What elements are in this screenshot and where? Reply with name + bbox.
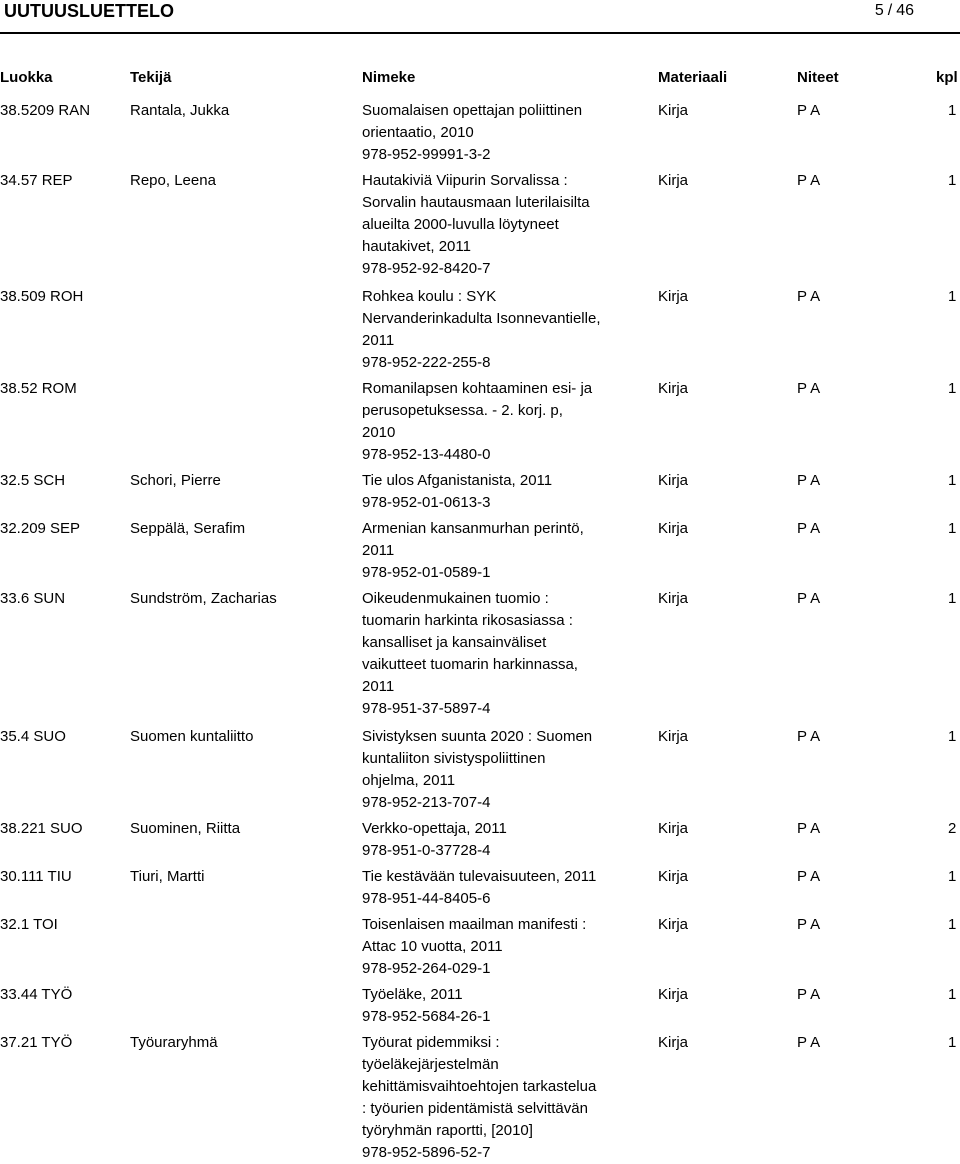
item-material: Kirja	[658, 102, 689, 119]
item-title-line: Hautakiviä Viipurin Sorvalissa :	[362, 172, 568, 189]
column-header-notes: Niteet	[797, 69, 839, 86]
item-notes: P A	[797, 916, 821, 933]
item-copies: 1	[948, 172, 957, 189]
item-title-line: kehittämisvaihtoehtojen tarkastelua	[362, 1078, 597, 1095]
item-material: Kirja	[658, 916, 689, 933]
page-separator: /	[887, 2, 893, 19]
item-copies: 1	[948, 380, 957, 397]
item-copies: 1	[948, 728, 957, 745]
item-notes: P A	[797, 102, 821, 119]
item-title-line: 2011	[362, 332, 395, 349]
item-title-line: Suomalaisen opettajan poliittinen	[362, 102, 583, 119]
column-header-copies: kpl	[936, 69, 958, 86]
item-copies: 1	[948, 472, 957, 489]
item-title	[362, 588, 637, 720]
item-author: Sundström, Zacharias	[130, 590, 277, 607]
item-title-line: 978-952-99991-3-2	[362, 146, 491, 163]
item-class: 32.5 SCH	[0, 472, 66, 489]
item-title	[362, 286, 637, 374]
item-title	[362, 726, 637, 814]
item-copies: 1	[948, 102, 957, 119]
item-notes: P A	[797, 472, 821, 489]
item-title-line: 978-952-213-707-4	[362, 794, 491, 811]
item-notes: P A	[797, 380, 821, 397]
item-author: Tiuri, Martti	[130, 868, 205, 885]
item-title-line: 978-951-37-5897-4	[362, 700, 491, 717]
item-copies: 1	[948, 868, 957, 885]
item-title-line: kuntaliiton sivistyspoliittinen	[362, 750, 546, 767]
item-title-line: orientaatio, 2010	[362, 124, 474, 141]
item-title-line: työeläkejärjestelmän	[362, 1056, 499, 1073]
item-copies: 1	[948, 520, 957, 537]
item-title	[362, 470, 637, 514]
item-title-line: Tie ulos Afganistanista, 2011	[362, 472, 553, 489]
page-current: 5	[874, 2, 884, 19]
item-material: Kirja	[658, 472, 689, 489]
item-title-line: Rohkea koulu : SYK	[362, 288, 497, 305]
item-title-line: 978-952-5684-26-1	[362, 1008, 491, 1025]
item-class: 35.4 SUO	[0, 728, 66, 745]
item-title-line: 978-951-0-37728-4	[362, 842, 491, 859]
item-notes: P A	[797, 172, 821, 189]
item-copies: 1	[948, 1034, 957, 1051]
item-title	[362, 1032, 637, 1164]
item-title-line: 978-952-13-4480-0	[362, 446, 491, 463]
item-title-line: 2011	[362, 678, 395, 695]
item-title-line: Työeläke, 2011	[362, 986, 463, 1003]
page-number	[875, 0, 914, 22]
item-class: 32.1 TOI	[0, 916, 58, 933]
item-title-line: 2011	[362, 542, 395, 559]
item-author: Seppälä, Serafim	[130, 520, 246, 537]
item-class: 37.21 TYÖ	[0, 1034, 73, 1051]
item-title-line: : työurien pidentämistä selvittävän	[362, 1100, 588, 1117]
column-header-author: Tekijä	[130, 69, 172, 86]
item-notes: P A	[797, 1034, 821, 1051]
item-notes: P A	[797, 590, 821, 607]
item-author: Suomen kuntaliitto	[130, 728, 254, 745]
item-material: Kirja	[658, 590, 689, 607]
item-title-line: Sivistyksen suunta 2020 : Suomen	[362, 728, 593, 745]
item-title-line: perusopetuksessa. - 2. korj. p,	[362, 402, 563, 419]
item-class: 34.57 REP	[0, 172, 73, 189]
item-title-line: 978-952-01-0613-3	[362, 494, 491, 511]
item-title-line: hautakivet, 2011	[362, 238, 471, 255]
column-header-material: Materiaali	[658, 69, 728, 86]
item-material: Kirja	[658, 868, 689, 885]
item-author: Schori, Pierre	[130, 472, 221, 489]
column-header-class: Luokka	[0, 69, 53, 86]
item-class: 38.52 ROM	[0, 380, 77, 397]
item-material: Kirja	[658, 1034, 689, 1051]
item-title-line: Oikeudenmukainen tuomio :	[362, 590, 549, 607]
catalog-title: UUTUUSLUETTELO	[4, 1, 174, 21]
item-notes: P A	[797, 986, 821, 1003]
item-title-line: 2010	[362, 424, 396, 441]
item-title-line: 978-952-264-029-1	[362, 960, 491, 977]
item-title-line: Armenian kansanmurhan perintö,	[362, 520, 584, 537]
item-author: Rantala, Jukka	[130, 102, 230, 119]
item-title	[362, 984, 637, 1028]
item-title-line: vaikutteet tuomarin harkinnassa,	[362, 656, 578, 673]
item-notes: P A	[797, 728, 821, 745]
item-title	[362, 100, 637, 166]
item-class: 30.111 TIU	[0, 868, 72, 885]
item-class: 38.5209 RAN	[0, 102, 91, 119]
item-material: Kirja	[658, 172, 689, 189]
item-title	[362, 518, 637, 584]
item-class: 38.221 SUO	[0, 820, 83, 837]
item-title-line: 978-952-5896-52-7	[362, 1144, 491, 1161]
item-material: Kirja	[658, 520, 689, 537]
item-notes: P A	[797, 288, 821, 305]
item-title-line: Työurat pidemmiksi :	[362, 1034, 500, 1051]
page-total: 46	[896, 2, 914, 19]
item-copies: 2	[948, 820, 957, 837]
item-title-line: työryhmän raportti, [2010]	[362, 1122, 533, 1139]
item-author: Repo, Leena	[130, 172, 216, 189]
item-title-line: Nervanderinkadulta Isonnevantielle,	[362, 310, 601, 327]
item-class: 33.6 SUN	[0, 590, 66, 607]
item-material: Kirja	[658, 986, 689, 1003]
item-class: 38.509 ROH	[0, 288, 84, 305]
item-title-line: tuomarin harkinta rikosasiassa :	[362, 612, 573, 629]
item-material: Kirja	[658, 820, 689, 837]
item-copies: 1	[948, 288, 957, 305]
item-notes: P A	[797, 868, 821, 885]
item-title-line: Sorvalin hautausmaan luterilaisilta	[362, 194, 590, 211]
item-title-line: Toisenlaisen maailman manifesti :	[362, 916, 587, 933]
item-title	[362, 914, 637, 980]
item-title	[362, 378, 637, 466]
item-title-line: Tie kestävään tulevaisuuteen, 2011	[362, 868, 597, 885]
item-material: Kirja	[658, 288, 689, 305]
header-divider	[0, 32, 960, 34]
item-title-line: Romanilapsen kohtaaminen esi- ja	[362, 380, 593, 397]
item-copies: 1	[948, 916, 957, 933]
item-copies: 1	[948, 590, 957, 607]
item-title-line: kansalliset ja kansainväliset	[362, 634, 547, 651]
item-title-line: ohjelma, 2011	[362, 772, 456, 789]
item-copies: 1	[948, 986, 957, 1003]
item-class: 32.209 SEP	[0, 520, 81, 537]
item-title	[362, 170, 637, 280]
item-title	[362, 818, 637, 862]
item-material: Kirja	[658, 728, 689, 745]
item-title-line: 978-952-222-255-8	[362, 354, 491, 371]
item-notes: P A	[797, 520, 821, 537]
item-title-line: 978-951-44-8405-6	[362, 890, 491, 907]
item-author: Työuraryhmä	[130, 1034, 218, 1051]
item-title-line: Verkko-opettaja, 2011	[362, 820, 507, 837]
item-material: Kirja	[658, 380, 689, 397]
item-title-line: alueilta 2000-luvulla löytyneet	[362, 216, 559, 233]
item-class: 33.44 TYÖ	[0, 986, 73, 1003]
item-title-line: 978-952-92-8420-7	[362, 260, 491, 277]
item-author: Suominen, Riitta	[130, 820, 241, 837]
item-title-line: Attac 10 vuotta, 2011	[362, 938, 503, 955]
item-title	[362, 866, 637, 910]
item-title-line: 978-952-01-0589-1	[362, 564, 491, 581]
column-header-title: Nimeke	[362, 69, 416, 86]
item-notes: P A	[797, 820, 821, 837]
